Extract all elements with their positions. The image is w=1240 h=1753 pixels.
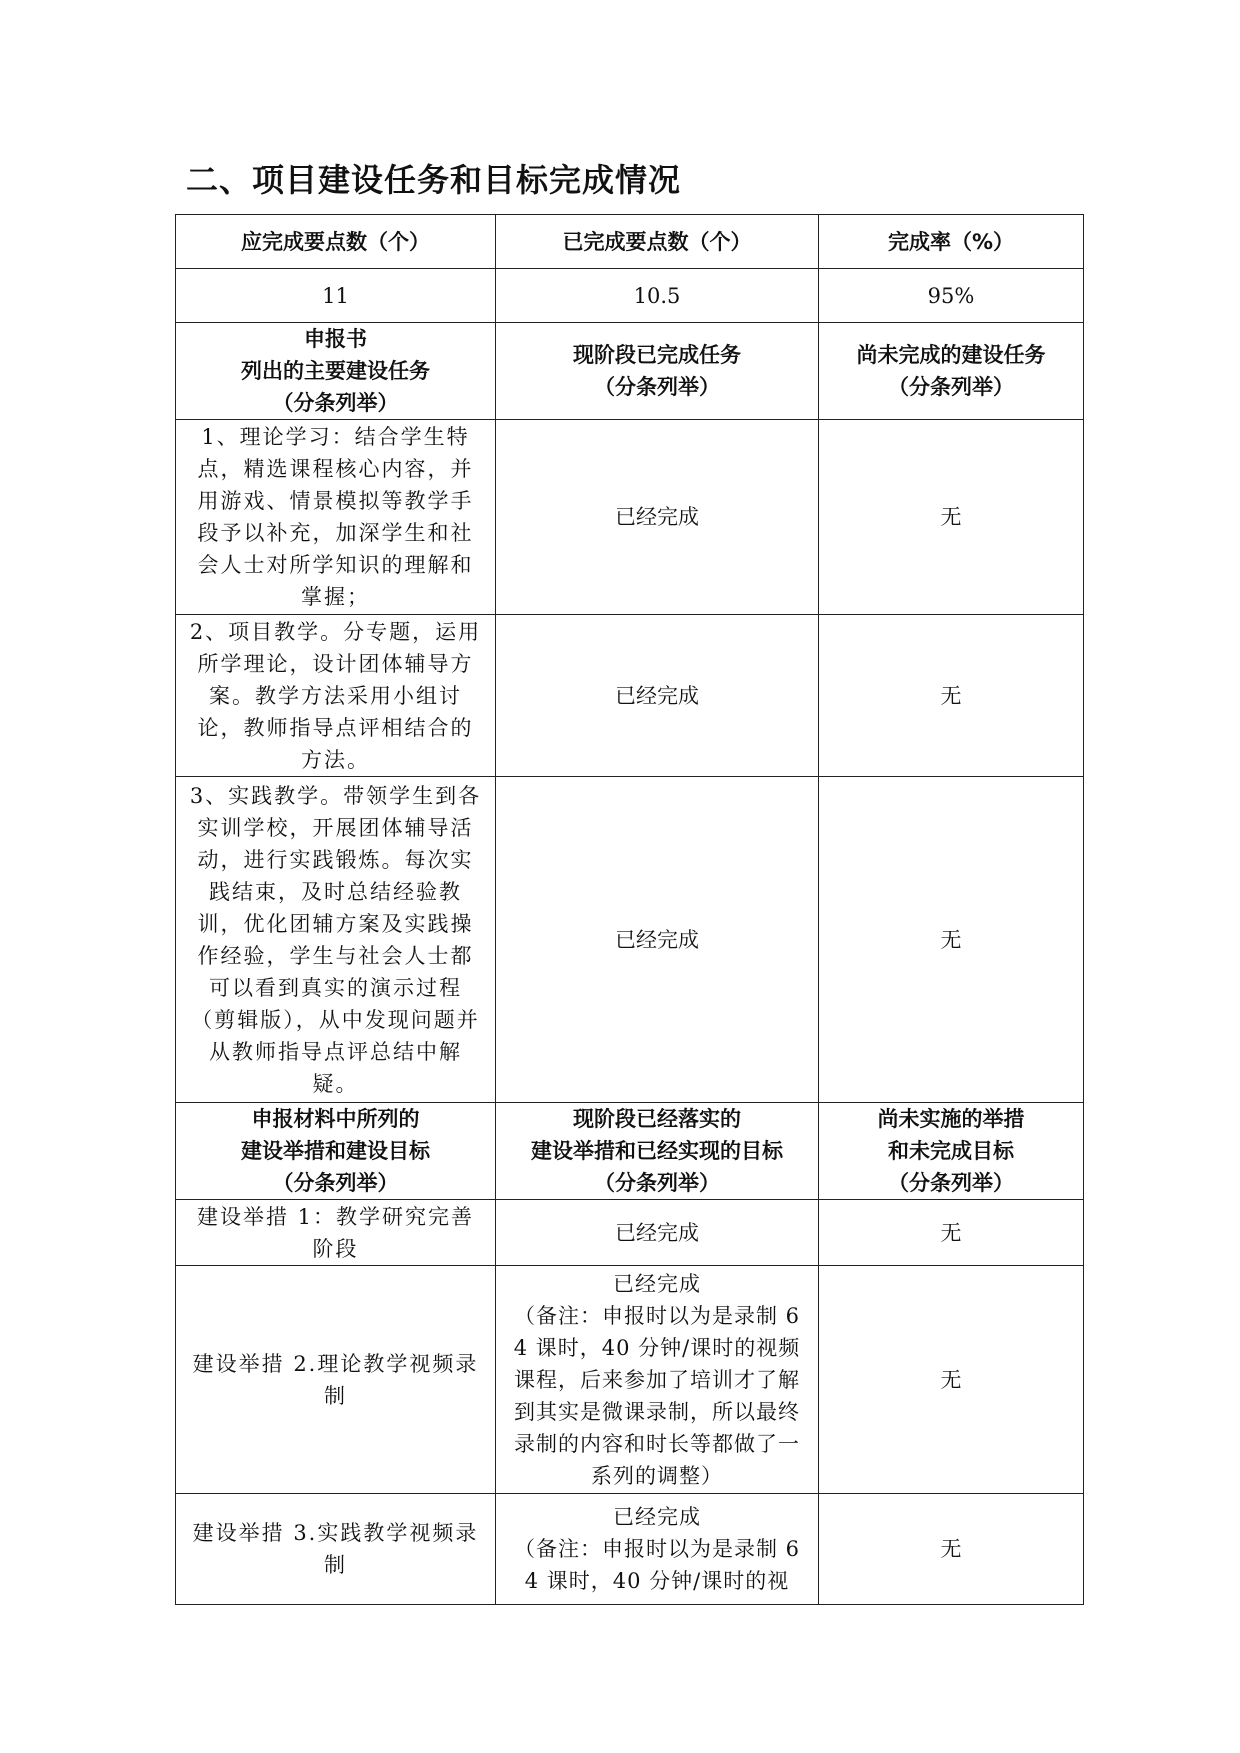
measure-pending: 无 (819, 1266, 1084, 1494)
task-row (176, 777, 1084, 1103)
task-description: 2、项目教学。分专题，运用所学理论，设计团体辅导方案。教学方法采用小组讨论，教师指导点评相结合的方法。 (176, 615, 496, 777)
task-pending: 无 (819, 777, 1084, 1103)
measures-header-col1 (176, 1103, 496, 1200)
task-description: 3、实践教学。带领学生到各实训学校，开展团体辅导活动，进行实践锻炼。每次实践结束，及时总结经验教训，优化团辅方案及实践操作经验，学生与社会人士都可以看到真实的演示过程（剪辑版），从中发现问题并从教师指导点评总结中解疑。 (176, 777, 496, 1103)
tasks-header-col3-line: 尚未完成的建设任务 (856, 343, 1046, 367)
tasks-header-col2-line: 现阶段已完成任务 (573, 343, 741, 367)
measures-header-col1-line: 建设举措和建设目标 (241, 1139, 430, 1163)
measures-header-col3-line: 尚未实施的举措 (877, 1107, 1025, 1131)
measure-done-cell (496, 1494, 819, 1605)
summary-values-row (176, 269, 1084, 323)
tasks-header-row (176, 323, 1084, 420)
value-completion-rate: 95% (819, 269, 1084, 323)
task-done: 已经完成 (496, 777, 819, 1103)
measures-header-col2-line: 现阶段已经落实的 (573, 1107, 741, 1131)
measure-description: 建设举措 2.理论教学视频录制 (176, 1266, 496, 1494)
measures-header-col3-line: 和未完成目标 (888, 1139, 1014, 1163)
summary-header-row (176, 215, 1084, 269)
measures-header-col2 (496, 1103, 819, 1200)
tasks-header-col1-line: （分条列举） (272, 391, 399, 415)
measure-done: 已经完成 (496, 1200, 819, 1266)
measure-row (176, 1494, 1084, 1605)
measure-note: （备注：申报时以为是录制 64 课时，40 分钟/课时的视频课程，后来参加了培训才了解到其实是微课录制，所以最终录制的内容和时长等都做了一系列的调整） (513, 1303, 801, 1488)
task-description: 1、理论学习：结合学生特点，精选课程核心内容，并用游戏、情景模拟等教学手段予以补充，加深学生和社会人士对所学知识的理解和掌握； (176, 420, 496, 615)
page-title: 二、项目建设任务和目标完成情况 (186, 161, 682, 199)
tasks-header-col3 (819, 323, 1084, 420)
measures-header-col1-line: 申报材料中所列的 (251, 1107, 420, 1131)
measure-done: 已经完成 (613, 1271, 701, 1296)
measures-header-col2-line: （分条列举） (594, 1171, 720, 1195)
measures-header-col2-line: 建设举措和已经实现的目标 (531, 1139, 783, 1163)
value-completed-points: 10.5 (496, 269, 819, 323)
value-required-points: 11 (176, 269, 496, 323)
measure-done: 已经完成 (613, 1505, 701, 1529)
tasks-header-col2-line: （分条列举） (594, 375, 720, 399)
header-required-points: 应完成要点数（个） (176, 215, 496, 269)
measure-pending: 无 (819, 1494, 1084, 1605)
measure-row (176, 1200, 1084, 1266)
measure-note: （备注：申报时以为是录制 64 课时，40 分钟/课时的视 (513, 1537, 801, 1593)
measures-header-row (176, 1103, 1084, 1200)
progress-table (175, 214, 1084, 1605)
header-completed-points: 已完成要点数（个） (496, 215, 819, 269)
measure-row (176, 1266, 1084, 1494)
tasks-header-col1-line: 列出的主要建设任务 (241, 359, 430, 383)
measures-header-col3-line: （分条列举） (888, 1171, 1014, 1195)
tasks-header-col2 (496, 323, 819, 420)
tasks-header-col1-line: 申报书 (304, 327, 367, 351)
measures-header-col3 (819, 1103, 1084, 1200)
task-done: 已经完成 (496, 420, 819, 615)
measure-pending: 无 (819, 1200, 1084, 1266)
tasks-header-col1 (176, 323, 496, 420)
task-pending: 无 (819, 420, 1084, 615)
task-pending: 无 (819, 615, 1084, 777)
task-row (176, 615, 1084, 777)
measure-description: 建设举措 3.实践教学视频录制 (176, 1494, 496, 1605)
header-completion-rate: 完成率（%） (819, 215, 1084, 269)
measure-done-cell (496, 1266, 819, 1494)
task-row (176, 420, 1084, 615)
task-done: 已经完成 (496, 615, 819, 777)
measures-header-col1-line: （分条列举） (272, 1171, 399, 1195)
measure-description: 建设举措 1：教学研究完善阶段 (176, 1200, 496, 1266)
tasks-header-col3-line: （分条列举） (888, 375, 1014, 399)
